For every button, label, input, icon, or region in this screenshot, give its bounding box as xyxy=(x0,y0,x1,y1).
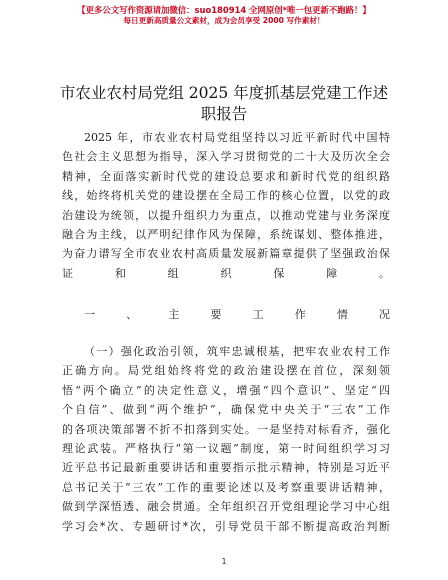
sub1-line: 个自信”、做到“两个维护”，确保党中央关于“三农”工作 xyxy=(62,403,390,417)
section-heading xyxy=(62,305,390,324)
sub1-line: 理论武装。严格执行“第一议题”制度，第一时间组织学习习 xyxy=(62,442,390,456)
sub1-line xyxy=(62,342,390,361)
document-title xyxy=(40,83,408,125)
sub1-line: 做到学深悟透、融会贯通。全年组织召开党组理论学习中心组 xyxy=(62,500,390,514)
subsection-1 xyxy=(62,342,390,536)
intro-line: 精神，全面落实新时代党的建设总要求和新时代党的组织路 xyxy=(62,169,390,183)
intro-line: 色社会主义思想为指导，深入学习贯彻党的二十大及历次全会 xyxy=(62,150,390,164)
promo-line-1: 【更多公文写作资源请加微信：suo180914 全网原创*唯一包更新不跑路！】 xyxy=(77,5,371,15)
sub1-line: 学习会*次、专题研讨*次，引导党员干部不断提高政治判断 xyxy=(62,519,390,533)
intro-line: 治建设为统领，以提升组织力为重点，以推动党建与业务深度 xyxy=(62,208,390,222)
intro-line: 为奋力谱写全市农业农村高质量发展新篇章提供了坚强政治保 xyxy=(62,247,390,261)
sub1-label: （一） xyxy=(84,345,121,358)
sub1-line: 悟“两个确立”的决定性意义，增强“四个意识”、坚定“四 xyxy=(62,383,390,397)
sub1-line: 总书记关于“三农”工作的重要论述以及考察重要讲话精神， xyxy=(62,480,390,494)
title-line-1: 市农业农村局党组 2025 年度抓基层党建工作述 xyxy=(59,84,389,102)
sub1-line: 正确方向。局党组始终将党的政治建设摆在首位，深刻领 xyxy=(62,364,390,378)
page-number: 1 xyxy=(221,557,227,566)
intro-line: 证和组织保障。 xyxy=(62,266,390,280)
section-1-heading: 一、主要工作情况 xyxy=(84,308,390,321)
intro-line: 融合为主线，以严明纪律作风为保障，系统谋划、整体推进， xyxy=(62,228,390,242)
title-line-2: 职报告 xyxy=(200,105,248,123)
sub1-lead-text: 强化政治引领，筑牢忠诚根基，把牢农业农村工作 xyxy=(120,345,390,358)
intro-paragraph xyxy=(62,128,390,283)
sub1-line: 的各项决策部署不折不扣落到实处。一是坚持对标看齐，强化 xyxy=(62,422,390,436)
intro-line: 2025 年，市农业农村局党组坚持以习近平新时代中国特 xyxy=(84,131,390,144)
intro-line: 线，始终将机关党的建设摆在全局工作的核心位置，以党的政 xyxy=(62,189,390,203)
sub1-line: 近平总书记最新重要讲话和重要指示批示精神，特别是习近平 xyxy=(62,461,390,475)
promo-line-2: 每日更新高质量公文素材，成为会员享受 2000 写作素材！ xyxy=(123,16,325,25)
